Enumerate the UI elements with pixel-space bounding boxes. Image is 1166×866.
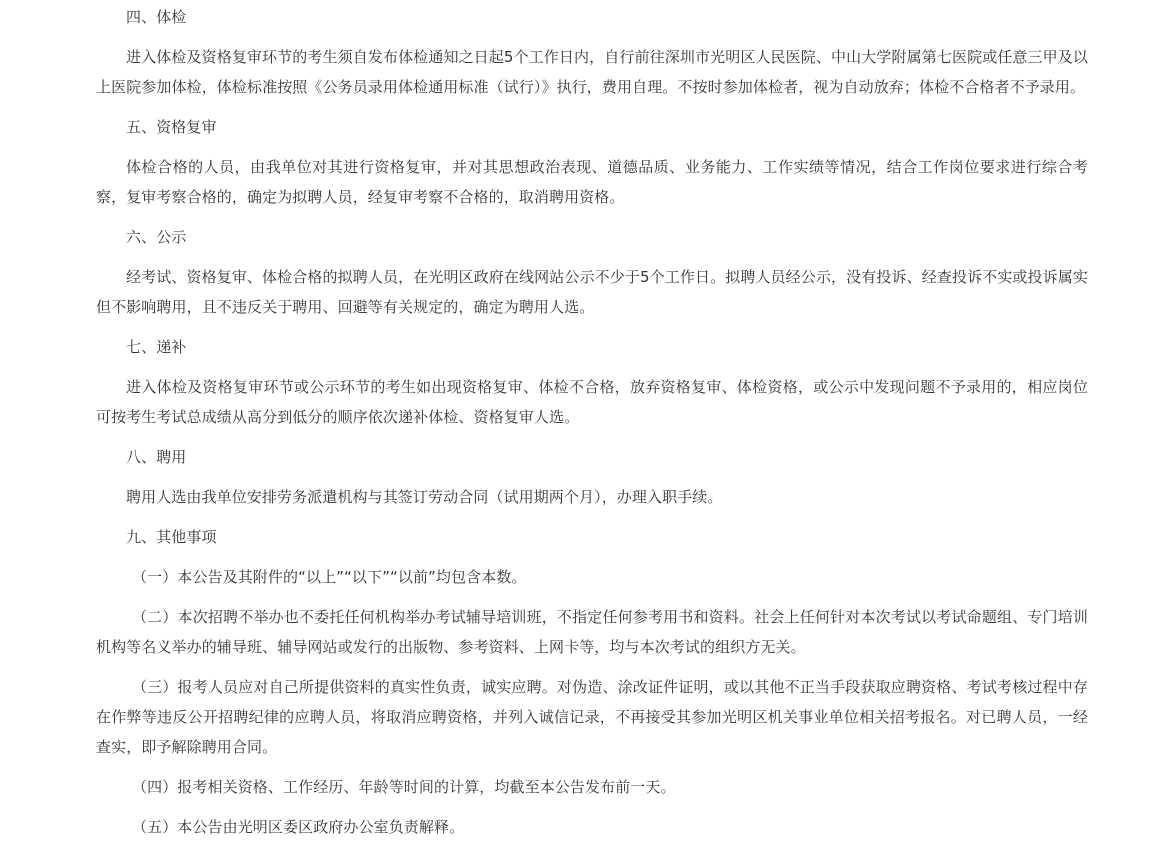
other-matters-item-1: （一）本公告及其附件的“以上”“以下”“以前”均包含本数。 [132,568,527,586]
section-heading-qualification-review: 五、资格复审 [126,118,217,136]
section-heading-other-matters: 九、其他事项 [126,528,217,546]
section-heading-publicity: 六、公示 [126,228,187,246]
other-matters-item-3: （三）报考人员应对自己所提供资料的真实性负责，诚实应聘。对伪造、涂改证件证明，或以其他不正当手段获取应聘资格、考试考核过程中存在作弊等违反公开招聘纪律的应聘人员，将取消应聘资格，并列入诚信记录，不再接受其参加光明区机关事业单位相关招考报名。对已聘人员，一经查实，即予解除聘用合同。 [96,678,1088,756]
other-matters-item-2: （二）本次招聘不举办也不委托任何机构举办考试辅导培训班，不指定任何参考用书和资料。社会上任何针对本次考试以考试命题组、专门培训机构等名义举办的辅导班、辅导网站或发行的出版物、参考资料、上网卡等，均与本次考试的组织方无关。 [96,608,1088,656]
other-matters-item-4: （四）报考相关资格、工作经历、年龄等时间的计算，均截至本公告发布前一天。 [132,778,676,796]
section-heading-physical-exam: 四、体检 [126,8,187,26]
section-text-qualification-review: 体检合格的人员，由我单位对其进行资格复审，并对其思想政治表现、道德品质、业务能力、工作实绩等情况，结合工作岗位要求进行综合考察，复审考察合格的，确定为拟聘人员，经复审考察不合格的，取消聘用资格。 [96,158,1088,206]
section-heading-replacement: 七、递补 [126,338,187,356]
section-text-replacement: 进入体检及资格复审环节或公示环节的考生如出现资格复审、体检不合格，放弃资格复审、体检资格，或公示中发现问题不予录用的，相应岗位可按考生考试总成绩从高分到低分的顺序依次递补体检、资格复审人选。 [96,378,1088,426]
section-text-publicity: 经考试、资格复审、体检合格的拟聘人员，在光明区政府在线网站公示不少于5个工作日。拟聘人员经公示，没有投诉、经查投诉不实或投诉属实但不影响聘用，且不违反关于聘用、回避等有关规定的，确定为聘用人选。 [96,268,1088,316]
section-text-physical-exam: 进入体检及资格复审环节的考生须自发布体检通知之日起5个工作日内，自行前往深圳市光明区人民医院、中山大学附属第七医院或任意三甲及以上医院参加体检，体检标准按照《公务员录用体检通用标准（试行）》执行，费用自理。不按时参加体检者，视为自动放弃；体检不合格者不予录用。 [96,48,1088,96]
section-text-employment: 聘用人选由我单位安排劳务派遣机构与其签订劳动合同（试用期两个月），办理入职手续。 [126,488,723,506]
section-heading-employment: 八、聘用 [126,448,187,466]
article-body [96,0,1088,842]
other-matters-item-5: （五）本公告由光明区委区政府办公室负责解释。 [132,818,465,836]
